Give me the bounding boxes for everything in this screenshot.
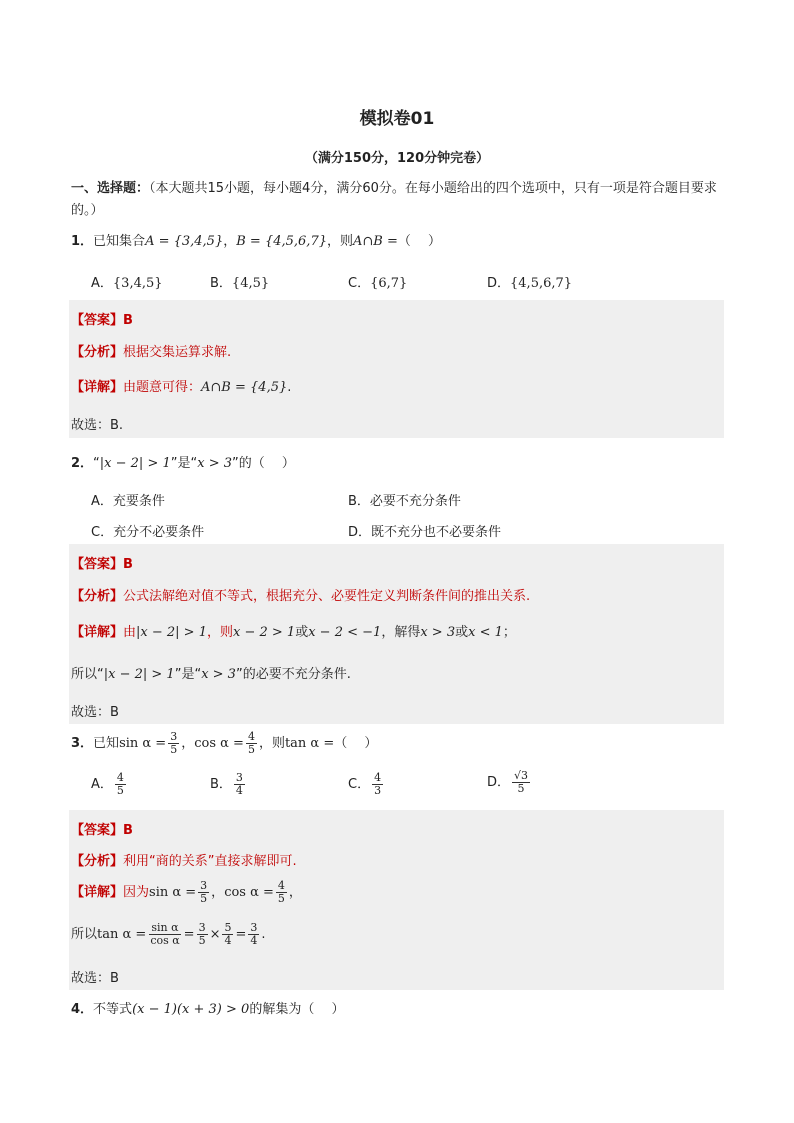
fraction	[148, 922, 181, 947]
stem-text: （ ）	[397, 234, 441, 249]
q2-analysis	[71, 585, 530, 604]
math-expr: A = {3,4,5}	[145, 234, 224, 249]
fraction-denominator: 4	[224, 934, 232, 947]
option-value: 必要不充分条件	[369, 494, 461, 509]
q2-option-d[interactable]	[348, 521, 501, 540]
fraction-numerator: sin α	[151, 921, 179, 934]
stem-text: ，	[181, 736, 195, 751]
q2-option-c[interactable]	[91, 521, 204, 540]
fraction	[512, 770, 530, 795]
fraction	[246, 731, 257, 756]
detail-text: ，	[288, 885, 302, 900]
detail-text: 因为	[123, 885, 150, 900]
detail-text: ；	[502, 625, 516, 640]
q1-answer	[71, 309, 133, 328]
question-2-stem	[71, 452, 295, 471]
detail-text: 由题意可得：	[123, 380, 202, 395]
detail-text: 由	[123, 625, 137, 640]
fraction-numerator: 4	[116, 771, 124, 784]
detail-tag: 【详解】	[71, 380, 124, 395]
option-label: A．	[91, 276, 113, 291]
math-expr: A∩B = {4,5}	[201, 380, 288, 395]
fraction-denominator: 3	[374, 784, 382, 797]
q2-option-a[interactable]	[91, 490, 165, 509]
q1-choose: 故选：B.	[71, 418, 124, 433]
math-expr: A∩B =	[353, 234, 398, 249]
option-label: B．	[210, 276, 232, 291]
math-expr: sin α =	[119, 736, 167, 751]
answer-value: B	[123, 557, 133, 572]
option-value: {4,5}	[231, 276, 270, 291]
answer-tag: 【答案】	[71, 313, 124, 328]
q1-option-b[interactable]	[210, 272, 269, 291]
fraction-numerator: 4	[277, 879, 285, 892]
detail-text: 或	[295, 625, 309, 640]
detail-text: ”是“	[174, 667, 202, 682]
stem-text: ”的（ ）	[232, 456, 295, 471]
fraction-numerator: 3	[235, 771, 243, 784]
q3-solution-box	[69, 810, 724, 990]
question-number: 3．	[71, 736, 94, 751]
page-title: 模拟卷01	[359, 109, 435, 129]
question-1-stem	[71, 230, 441, 249]
detail-text: ，解得	[381, 625, 421, 640]
detail-text: ”的必要不充分条件.	[235, 667, 351, 682]
math-expr: x − 2 < −1	[308, 625, 382, 640]
answer-value: B	[123, 313, 133, 328]
analysis-tag: 【分析】	[71, 854, 124, 869]
math-expr: x > 3	[420, 625, 456, 640]
fraction-numerator: √3	[514, 769, 529, 782]
option-value: {3,4,5}	[112, 276, 163, 291]
math-operator: =	[183, 927, 195, 942]
math-expr: x − 2 > 1	[233, 625, 296, 640]
q1-option-c[interactable]	[348, 272, 407, 291]
q3-option-d[interactable]	[487, 770, 532, 795]
math-expr: cos α =	[194, 736, 244, 751]
fraction-numerator: 4	[374, 771, 382, 784]
math-operator: ×	[209, 927, 221, 942]
detail-text: ，	[211, 885, 225, 900]
option-value: 既不充分也不必要条件	[371, 525, 502, 540]
math-expr: cos α =	[224, 885, 274, 900]
q1-option-d[interactable]	[487, 272, 572, 291]
option-label: D．	[348, 525, 372, 540]
stem-text: ，则	[258, 736, 285, 751]
fraction	[198, 880, 209, 905]
fraction	[168, 731, 179, 756]
fraction-numerator: 3	[198, 921, 206, 934]
option-label: D．	[487, 775, 511, 790]
stem-text: 已知	[93, 736, 120, 751]
fraction-numerator: 4	[247, 730, 255, 743]
fraction-denominator: 4	[235, 784, 243, 797]
q3-choose: 故选：B	[71, 971, 119, 986]
q1-option-a[interactable]	[91, 272, 163, 291]
q1-detail	[71, 376, 291, 395]
q3-analysis	[71, 850, 297, 869]
math-expr: (x − 1)(x + 3) > 0	[132, 1002, 250, 1017]
analysis-text: 利用“商的关系”直接求解即可.	[123, 854, 297, 869]
stem-text: ，则	[326, 234, 353, 249]
detail-tag: 【详解】	[71, 625, 124, 640]
detail-text: .	[261, 927, 266, 942]
detail-text: .	[287, 380, 292, 395]
math-expr: |x − 2| > 1	[103, 667, 175, 682]
q2-answer	[71, 553, 133, 572]
fraction	[197, 922, 208, 947]
q3-option-a[interactable]	[91, 772, 128, 797]
detail-text: 或	[455, 625, 469, 640]
fraction-denominator: 5	[198, 934, 206, 947]
answer-tag: 【答案】	[71, 557, 124, 572]
q3-answer	[71, 819, 133, 838]
detail-text: 所以	[71, 927, 98, 942]
q2-solution-box	[69, 544, 724, 724]
page-subtitle: （满分150分，120分钟完卷）	[304, 151, 490, 166]
fraction	[372, 772, 383, 797]
option-label: A．	[91, 494, 113, 509]
question-number: 1．	[71, 234, 94, 249]
option-label: C．	[348, 276, 371, 291]
fraction-denominator: 5	[247, 743, 255, 756]
math-expr: tan α =	[97, 927, 147, 942]
section-instructions: （本大题共15小题，每小题4分，满分60分。在每小题给出的四个选项中，只有一项是符合题目要求的。）	[71, 181, 717, 218]
math-expr: |x − 2| > 1	[136, 625, 207, 640]
option-value: 充分不必要条件	[113, 525, 205, 540]
option-label: A．	[91, 777, 113, 792]
detail-text: ，则	[206, 625, 233, 640]
math-operator: =	[235, 927, 247, 942]
option-value: 充要条件	[112, 494, 165, 509]
q3-option-b[interactable]	[210, 772, 247, 797]
math-expr: sin α =	[149, 885, 197, 900]
stem-text: “	[93, 456, 100, 471]
stem-text: （ ）	[334, 736, 378, 751]
analysis-text: 根据交集运算求解.	[123, 345, 232, 360]
question-4-stem	[71, 998, 344, 1017]
question-3-stem	[71, 731, 377, 756]
analysis-tag: 【分析】	[71, 345, 124, 360]
option-label: D．	[487, 276, 511, 291]
fraction-denominator: 5	[200, 892, 208, 905]
math-expr: tan α =	[284, 736, 335, 751]
math-expr: B = {4,5,6,7}	[236, 234, 327, 249]
q3-detail-line2	[71, 922, 266, 947]
fraction-numerator: 3	[250, 921, 258, 934]
stem-text: ，	[223, 234, 237, 249]
option-label: B．	[210, 777, 232, 792]
option-value: {6,7}	[370, 276, 408, 291]
fraction	[234, 772, 245, 797]
option-label: B．	[348, 494, 370, 509]
option-label: C．	[91, 525, 114, 540]
q2-option-b[interactable]	[348, 490, 461, 509]
fraction	[115, 772, 126, 797]
fraction-numerator: 3	[200, 879, 208, 892]
fraction	[222, 922, 233, 947]
option-value: {4,5,6,7}	[510, 276, 573, 291]
q3-option-c[interactable]	[348, 772, 385, 797]
fraction-numerator: 5	[224, 921, 232, 934]
analysis-tag: 【分析】	[71, 589, 124, 604]
answer-value: B	[123, 823, 133, 838]
option-label: C．	[348, 777, 371, 792]
math-expr: x > 3	[197, 456, 232, 471]
q3-detail	[71, 880, 302, 905]
section-intro	[71, 178, 731, 222]
stem-text: 已知集合	[93, 234, 146, 249]
fraction-numerator: 3	[170, 730, 178, 743]
answer-tag: 【答案】	[71, 823, 124, 838]
analysis-text: 公式法解绝对值不等式，根据充分、必要性定义判断条件间的推出关系.	[123, 589, 531, 604]
q2-detail-line2	[71, 663, 351, 682]
q1-solution-box	[69, 300, 724, 438]
q1-analysis	[71, 341, 231, 360]
fraction-denominator: 5	[517, 782, 525, 795]
fraction-denominator: cos α	[150, 934, 180, 947]
math-expr: x < 1	[468, 625, 503, 640]
fraction	[248, 922, 259, 947]
question-number: 4．	[71, 1002, 94, 1017]
q2-choose: 故选：B	[71, 705, 119, 720]
stem-text: 的解集为（ ）	[249, 1002, 345, 1017]
fraction	[276, 880, 287, 905]
stem-text: ”是“	[170, 456, 198, 471]
fraction-denominator: 5	[170, 743, 178, 756]
question-number: 2．	[71, 456, 94, 471]
q2-detail	[71, 621, 516, 640]
fraction-denominator: 5	[277, 892, 285, 905]
fraction-denominator: 4	[250, 934, 258, 947]
math-expr: |x − 2| > 1	[99, 456, 171, 471]
section-heading: 一、选择题：	[71, 181, 150, 196]
detail-tag: 【详解】	[71, 885, 124, 900]
detail-text: 所以“	[71, 667, 104, 682]
fraction-denominator: 5	[116, 784, 124, 797]
stem-text: 不等式	[93, 1002, 133, 1017]
math-expr: x > 3	[201, 667, 236, 682]
